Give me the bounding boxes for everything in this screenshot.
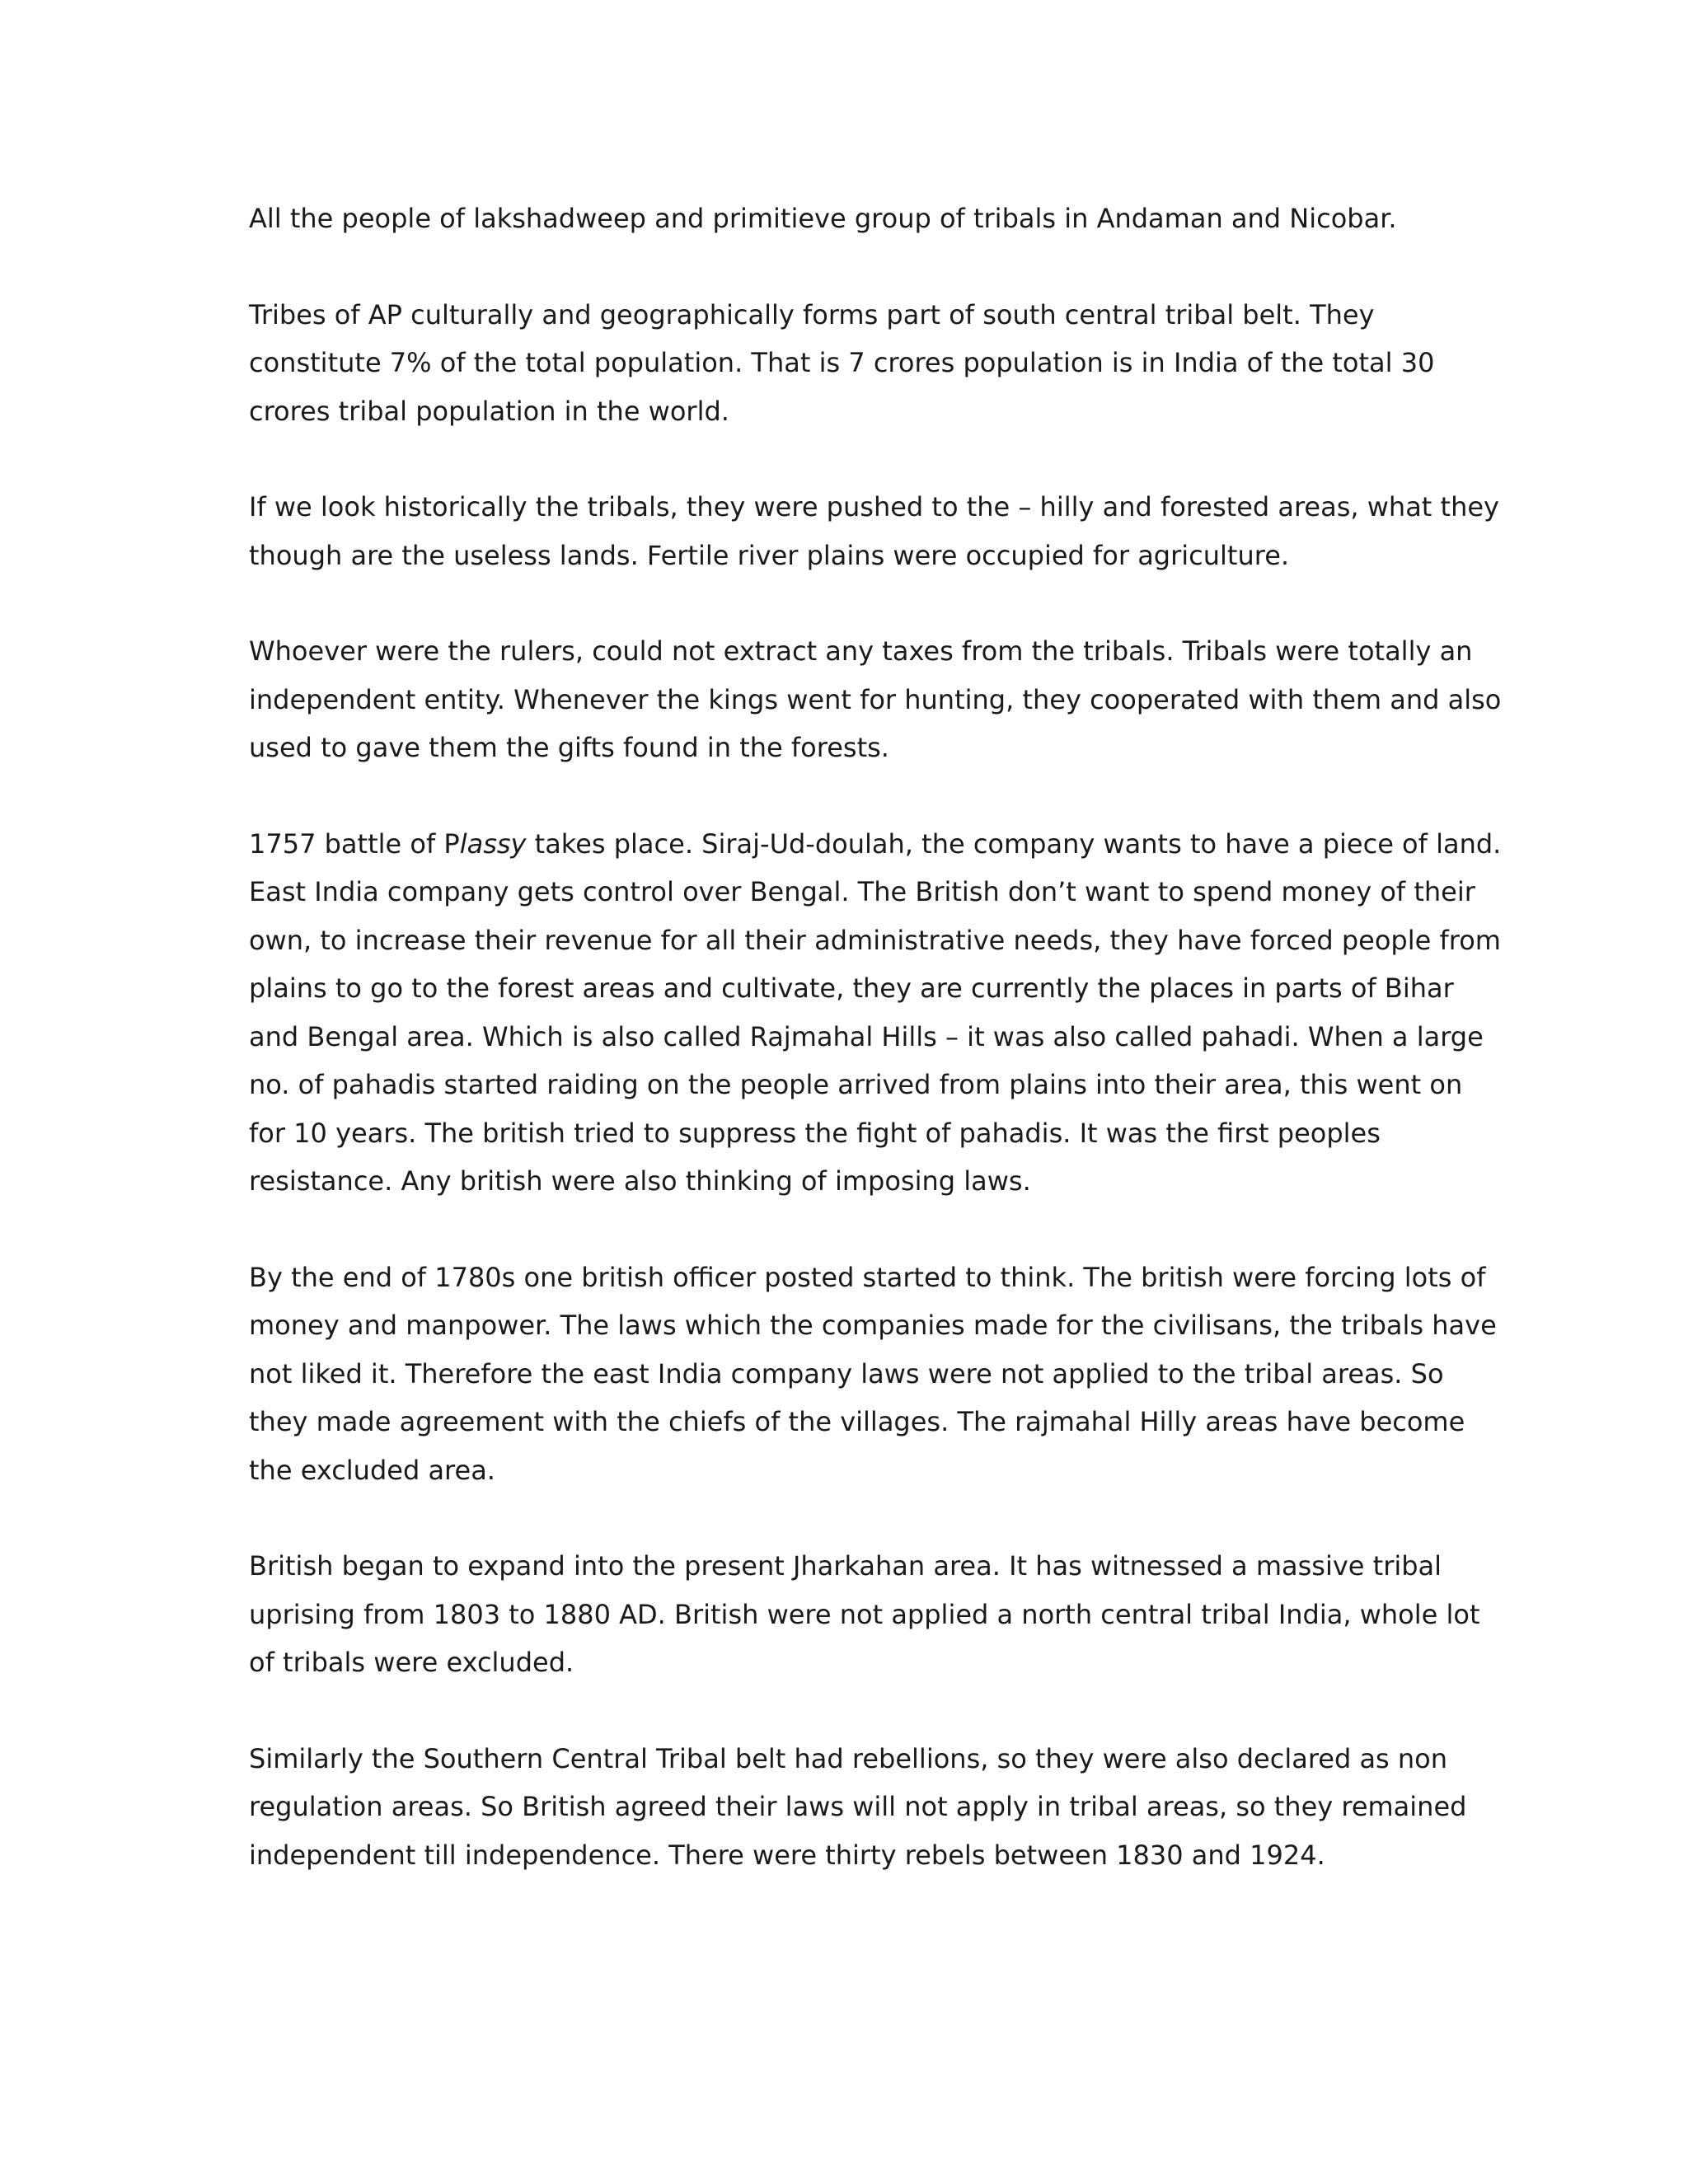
text-line: resistance. Any british were also thinking of imposing laws. [249,1165,1031,1197]
paragraph-1780s-officer [249,1254,1497,1495]
text-line: for 10 years. The british tried to suppress the fight of pahadis. It was the first peoples [249,1117,1381,1149]
text-line-plassy [249,820,1502,869]
text-line: regulation areas. So British agreed their laws will not apply in tribal areas, so they remained [249,1791,1467,1822]
text-line: not liked it. Therefore the east India company laws were not applied to the tribal areas. So [249,1357,1444,1390]
paragraph-lakshadweep [249,194,1452,243]
text-line: though are the useless lands. Fertile river plains were occupied for agriculture. [249,539,1290,571]
text-line: and Bengal area. Which is also called Rajmahal Hills – it was also called pahadi. When a large [249,1020,1484,1052]
italic-text-segment: lassy [459,827,527,860]
text-line: Tribes of AP culturally and geographically forms part of south central tribal belt. They [249,298,1375,330]
text-line: used to gave them the gifts found in the forests. [249,732,889,763]
paragraph-rulers-taxes [249,627,1502,772]
text-line: If we look historically the tribals, they were pushed to the – hilly and forested areas, what they [249,491,1499,523]
text-line: the excluded area. [249,1454,495,1486]
text-line: uprising from 1803 to 1880 AD. British were not applied a north central tribal India, whole lot [249,1598,1480,1630]
text-line: Whoever were the rulers, could not extract any taxes from the tribals. Tribals were totally an [249,635,1473,667]
text-line: no. of pahadis started raiding on the people arrived from plains into their area, this went on [249,1069,1463,1100]
text-line: crores tribal population in the world. [249,395,729,427]
text-segment: 1757 battle of P [249,827,460,860]
paragraph-tribes-of-ap [249,291,1452,436]
text-line: money and manpower. The laws which the companies made for the civilisans, the tribals have [249,1310,1497,1341]
paragraph-historical-view [249,483,1499,579]
text-line: By the end of 1780s one british officer posted started to think. The british were forcing lots of [249,1261,1486,1293]
text-line: of tribals were excluded. [249,1647,574,1678]
text-segment: takes place. Siraj-Ud-doulah, the company wants to have a piece of land. [526,827,1502,860]
text-line: independent till independence. There were thirty rebels between 1830 and 1924. [249,1839,1325,1871]
paragraph-battle-of-plassy [249,820,1502,1206]
text-line: British began to expand into the present Jharkahan area. It has witnessed a massive tribal [249,1550,1442,1582]
text-line: constitute 7% of the total population. That is 7 crores population is in India of the total 30 [249,347,1435,378]
text-line: All the people of lakshadweep and primitieve group of tribals in Andaman and Nicobar. [249,203,1397,234]
text-line: East India company gets control over Bengal. The British don’t want to spend money of their [249,876,1475,907]
paragraph-jharkahan [249,1542,1480,1687]
document-body [249,194,1502,1927]
text-line: they made agreement with the chiefs of the villages. The rajmahal Hilly areas have become [249,1406,1465,1437]
text-line: Similarly the Southern Central Tribal belt had rebellions, so they were also declared as non [249,1742,1448,1774]
text-line: plains to go to the forest areas and cultivate, they are currently the places in parts of Bihar [249,972,1454,1004]
paragraph-southern-belt [249,1735,1467,1880]
text-line: own, to increase their revenue for all their administrative needs, they have forced people from [249,924,1501,956]
text-line: independent entity. Whenever the kings went for hunting, they cooperated with them and also [249,683,1502,715]
